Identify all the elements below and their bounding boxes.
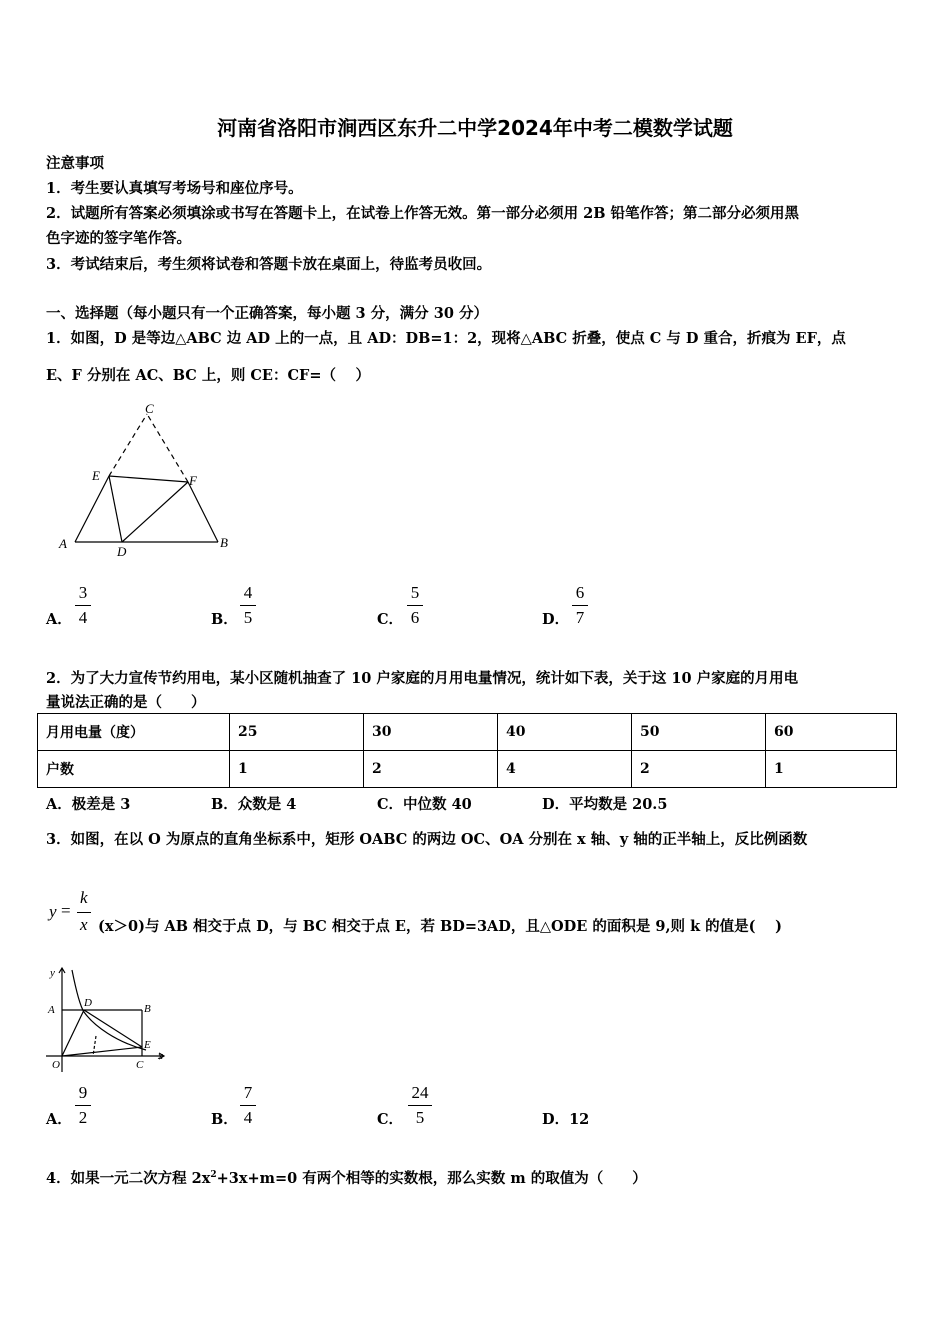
q4-text-sup: 2 — [210, 1170, 217, 1181]
q3-option-b-fraction — [237, 1082, 259, 1129]
q3-option-a-num: 9 — [78, 1083, 88, 1102]
q2-option-c[interactable]: C．中位数 40 — [377, 796, 472, 813]
q3-label-a: A — [48, 1004, 55, 1016]
q3-label-y: y — [50, 967, 55, 979]
q3-option-a-label[interactable]: A． — [46, 1111, 72, 1128]
q1-option-a-den: 4 — [78, 608, 88, 627]
table-cell: 2 — [632, 751, 766, 788]
table-cell: 月用电量（度） — [38, 714, 230, 751]
q4-text-post: +3x+m=0 有两个相等的实数根，那么实数 m 的取值为（ ） — [216, 1170, 647, 1187]
q3-label-d: D — [84, 997, 92, 1009]
q1-label-e: E — [92, 468, 100, 483]
table-row — [38, 751, 897, 788]
q3-option-d[interactable]: D．12 — [542, 1111, 590, 1128]
q1-edge-ae — [75, 476, 109, 542]
q1-option-b-fraction — [237, 582, 259, 629]
q1-text-line1: 1．如图，D 是等边△ABC 边 AD 上的一点，且 AD：DB=1：2，现将△ABC 折叠，使点 C 与 D 重合，折痕为 EF，点 — [46, 330, 846, 347]
q3-option-b-label[interactable]: B． — [211, 1111, 238, 1128]
q3-dashed-line — [93, 1036, 96, 1056]
q4-text — [46, 1167, 647, 1188]
q3-line-od — [62, 1010, 84, 1056]
q1-text-line2: E、F 分别在 AC、BC 上，则 CE：CF=（ ） — [46, 367, 371, 384]
table-cell: 30 — [364, 714, 498, 751]
q1-edge-ed — [109, 476, 122, 542]
table-cell: 25 — [230, 714, 364, 751]
q1-edge-bf — [188, 482, 218, 542]
q2-text-line2: 量说法正确的是（ ） — [46, 694, 206, 711]
q1-option-b-label[interactable]: B． — [211, 611, 238, 628]
q1-option-b-den: 5 — [243, 608, 253, 627]
q3-label-e: E — [144, 1039, 151, 1051]
q2-option-b[interactable]: B．众数是 4 — [211, 796, 297, 813]
q3-option-b-den: 4 — [243, 1108, 253, 1127]
q3-option-a-den: 2 — [78, 1108, 88, 1127]
notice-heading: 注意事项 — [46, 155, 104, 172]
table-cell: 4 — [498, 751, 632, 788]
q1-edge-ec-dashed — [109, 414, 147, 476]
q3-formula-y: y — [49, 902, 57, 921]
table-row — [38, 714, 897, 751]
table-cell: 60 — [766, 714, 897, 751]
q1-option-d-num: 6 — [575, 583, 585, 602]
table-cell: 50 — [632, 714, 766, 751]
q1-label-d: D — [117, 544, 127, 559]
table-cell: 40 — [498, 714, 632, 751]
q1-label-f: F — [189, 473, 197, 488]
section-heading: 一、选择题（每小题只有一个正确答案，每小题 3 分，满分 30 分） — [46, 305, 488, 322]
q1-option-b-num: 4 — [243, 583, 253, 602]
q3-option-b-num: 7 — [243, 1083, 253, 1102]
q3-label-x: x — [158, 1050, 163, 1062]
q3-line-oe — [62, 1047, 142, 1056]
q3-formula-eq: = — [61, 901, 71, 920]
q2-option-a[interactable]: A．极差是 3 — [46, 796, 131, 813]
q1-option-c-fraction — [404, 582, 426, 629]
notice-item-1: 1．考生要认真填写考场号和座位序号。 — [46, 180, 303, 197]
table-cell: 户数 — [38, 751, 230, 788]
q3-option-c-label[interactable]: C． — [377, 1111, 404, 1128]
q2-option-d[interactable]: D．平均数是 20.5 — [542, 796, 668, 813]
q1-option-d-label[interactable]: D． — [542, 611, 570, 628]
table-cell: 1 — [230, 751, 364, 788]
q3-label-o: O — [52, 1059, 60, 1071]
q1-option-a-fraction — [72, 582, 94, 629]
q3-text-line1: 3．如图，在以 O 为原点的直角坐标系中，矩形 OABC 的两边 OC、OA 分别在 x 轴、y 轴的正半轴上，反比例函数 — [46, 831, 808, 848]
q3-option-c-fraction — [405, 1082, 435, 1129]
q3-formula-num: k — [80, 888, 88, 907]
q1-option-a-label[interactable]: A． — [46, 611, 72, 628]
q2-text-line1: 2．为了大力宣传节约用电，某小区随机抽查了 10 户家庭的月用电量情况，统计如下表，关于这 10 户家庭的月用电 — [46, 670, 799, 687]
page-title: 河南省洛阳市涧西区东升二中学2024年中考二模数学试题 — [217, 116, 733, 140]
table-cell: 1 — [766, 751, 897, 788]
q3-option-c-den: 5 — [415, 1108, 425, 1127]
q3-label-c: C — [136, 1059, 144, 1071]
q3-coordinate-figure — [40, 962, 175, 1074]
q1-label-b: B — [220, 535, 228, 550]
q1-option-d-fraction — [569, 582, 591, 629]
q3-line-de — [84, 1010, 142, 1047]
q1-triangle-figure — [55, 400, 235, 562]
q3-formula — [48, 888, 98, 938]
q2-data-table — [37, 713, 897, 788]
q3-option-a-fraction — [72, 1082, 94, 1129]
q3-text-line2: (x＞0)与 AB 相交于点 D，与 BC 相交于点 E，若 BD=3AD，且△ODE 的面积是 9,则 k 的值是( ) — [98, 918, 782, 935]
notice-item-2b: 色字迹的签字笔作答。 — [46, 230, 191, 247]
q1-label-c: C — [145, 401, 154, 416]
notice-item-3: 3．考试结束后，考生须将试卷和答题卡放在桌面上，待监考员收回。 — [46, 256, 492, 273]
q1-option-d-den: 7 — [575, 608, 585, 627]
q1-option-c-den: 6 — [410, 608, 420, 627]
q1-option-c-num: 5 — [410, 583, 420, 602]
q1-edge-fc-dashed — [147, 414, 188, 482]
q3-formula-den: x — [80, 915, 88, 934]
q1-option-c-label[interactable]: C． — [377, 611, 404, 628]
q4-text-pre: 4．如果一元二次方程 2x — [46, 1170, 211, 1187]
table-cell: 2 — [364, 751, 498, 788]
notice-item-2a: 2．试题所有答案必须填涂或书写在答题卡上，在试卷上作答无效。第一部分必须用 2B 铅笔作答；第二部分必须用黑 — [46, 205, 800, 222]
q1-edge-fd — [122, 482, 188, 542]
q1-fold-ef — [109, 476, 188, 482]
q1-option-a-num: 3 — [78, 583, 88, 602]
q3-label-b: B — [144, 1003, 151, 1015]
q3-option-c-num: 24 — [411, 1083, 429, 1102]
q1-label-a: A — [59, 536, 67, 551]
